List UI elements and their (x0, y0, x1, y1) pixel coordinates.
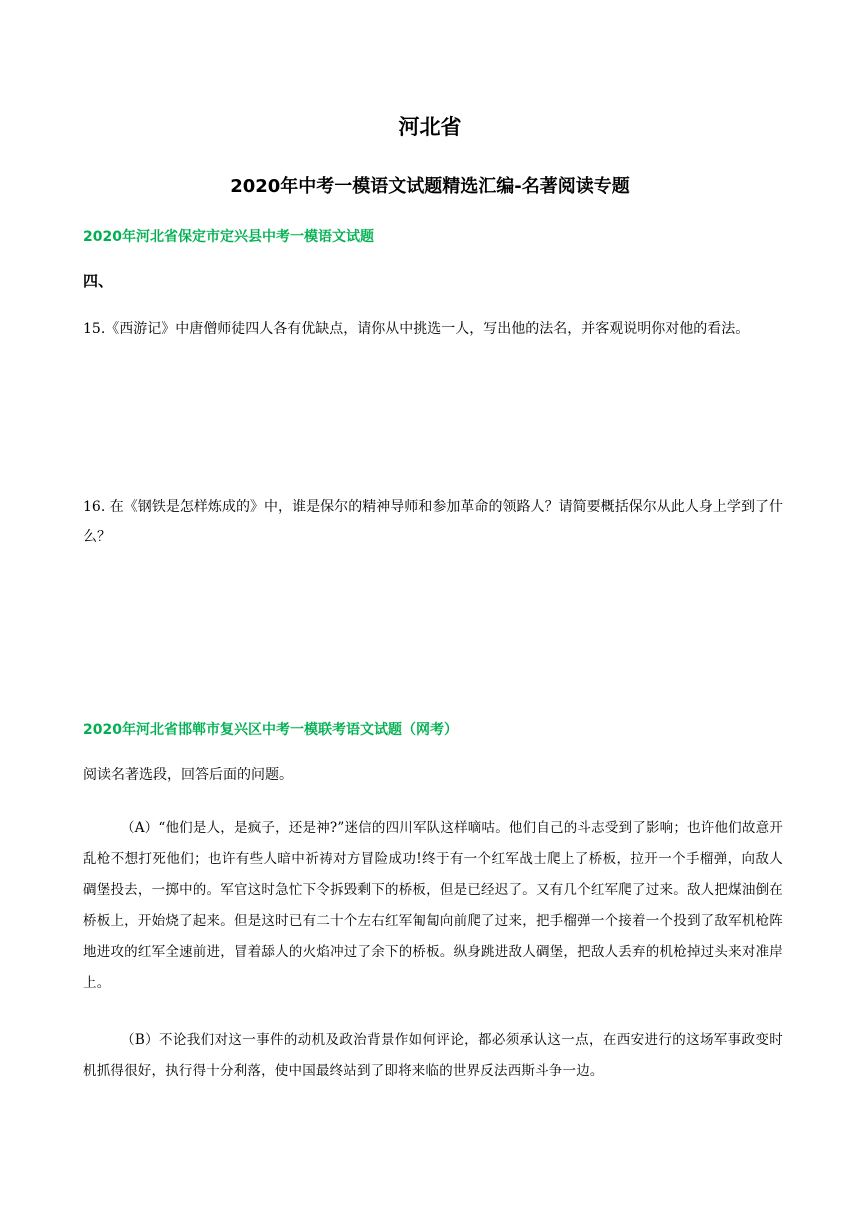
passage-a: （A）“他们是人，是疯子，还是神?”迷信的四川军队这样嘀咕。他们自己的斗志受到了影响；也许他们故意开乱枪不想打死他们；也许有些人暗中祈祷对方冒险成功!终于有一个红军战士爬上了桥板，拉开一个手榴弹，向敌人碉堡投去，一掷中的。军官这时急忙下令拆毁剩下的桥板，但是已经迟了。又有几个红军爬了过来。敌人把煤油倒在桥板上，开始烧了起来。但是这时已有二十个左右红军匍匐向前爬了过来，把手榴弹一个接着一个投到了敌军机枪阵地进攻的红军全速前进，冒着舔人的火焰冲过了余下的桥板。纵身跳进敌人碉堡，把敌人丢弃的机枪掉过头来对准岸上。 (83, 820, 783, 991)
passage-b: （B）不论我们对这一事件的动机及政治背景作如何评论，都必须承认这一点，在西安进行的这场军事政变时机抓得很好，执行得十分利落，使中国最终站到了即将来临的世界反法西斯斗争一边。 (83, 1032, 783, 1079)
document-title: 河北省 (398, 115, 462, 139)
question-15: 15.《西游记》中唐僧师徒四人各有优缺点，请你从中挑选一人，写出他的法名，并客观说明你对他的看法。 (83, 321, 750, 337)
question-16: 16. 在《钢铁是怎样炼成的》中，谁是保尔的精神导师和参加革命的领路人？请简要概括保尔从此人身上学到了什么？ (83, 499, 783, 545)
section-source-heading-1: 2020年河北省保定市定兴县中考一模语文试题 (83, 229, 374, 245)
reading-instruction: 阅读名著选段，回答后面的问题。 (83, 767, 293, 783)
document-subtitle: 2020年中考一模语文试题精选汇编-名著阅读专题 (230, 176, 630, 197)
part-label: 四、 (83, 272, 114, 290)
section-source-heading-2: 2020年河北省邯郸市复兴区中考一模联考语文试题（网考） (83, 722, 458, 738)
